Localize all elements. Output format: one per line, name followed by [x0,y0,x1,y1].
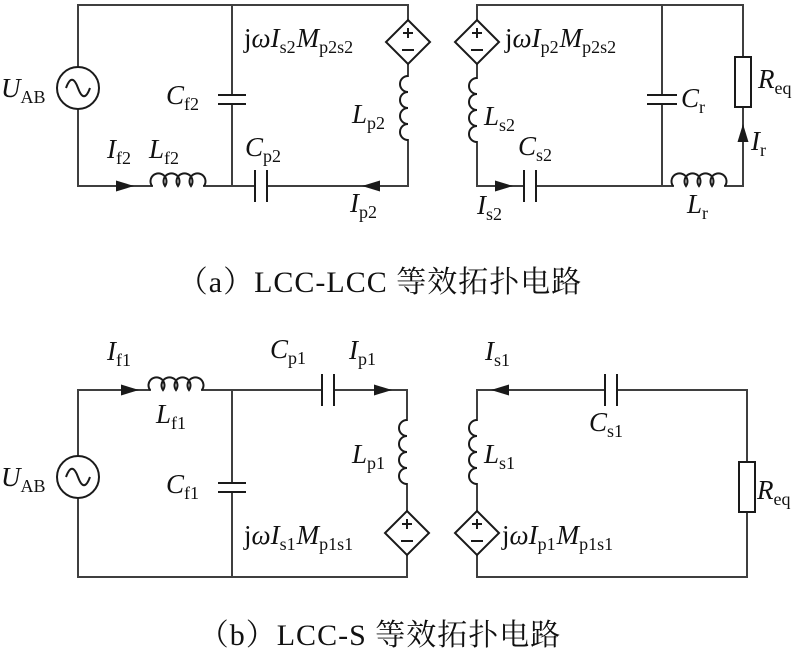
inductor-lf2-symbol [151,173,206,186]
label-c-s2: $C_{s2}$ [518,131,553,165]
label-i-p1: $I_{p1}$ [349,335,376,369]
inductor-lf1-symbol [149,377,204,390]
label-l-f1: $L_{f1}$ [156,399,187,433]
label-u-ab-b: $U_{AB}$ [1,462,46,496]
label-i-p2: $I_{p2}$ [350,188,377,222]
current-arrow-ip1 [374,385,392,396]
label-c-p2: $C_{p2}$ [245,132,282,166]
label-source-a-primary: $j\omega I_{s2}M_{p2s2}$ [244,23,354,57]
label-c-r: $C_r$ [681,83,706,117]
current-arrow-if2 [116,181,134,192]
label-c-f1: $C_{f1}$ [166,469,200,503]
label-i-r: $I_r$ [751,126,766,160]
label-source-b-secondary: $j\omega I_{p1}M_{p1s1}$ [502,520,614,554]
capacitor-cr-symbol [647,95,677,104]
label-l-r: $L_r$ [687,189,709,223]
label-c-p1: $C_{p1}$ [270,334,307,368]
capacitor-cs2-symbol [524,170,536,202]
label-i-s1: $I_{s1}$ [485,336,511,370]
resistor-req-a-symbol [735,57,751,107]
dependent-source-a-primary-symbol [386,20,430,64]
label-c-s1: $C_{s1}$ [589,407,624,441]
circuit-a [57,5,751,202]
capacitor-cp1-symbol [322,374,334,406]
capacitor-cf2-symbol [218,95,246,104]
inductor-lp1-symbol [399,420,407,484]
label-i-f2: $I_{f2}$ [107,134,131,168]
capacitor-cs1-symbol [605,374,617,406]
label-source-a-secondary: $j\omega I_{p2}M_{p2s2}$ [505,23,617,57]
label-i-f1: $I_{f1}$ [107,336,131,370]
capacitor-cp2-symbol [255,170,267,202]
inductor-ls2-symbol [469,78,477,142]
dependent-source-a-secondary-symbol [455,20,499,64]
caption-b: （b）LCC-S 等效拓扑电路 [198,619,562,652]
label-l-p1: $L_{p1}$ [352,439,386,473]
label-l-f2: $L_{f2}$ [149,134,180,168]
resistor-req-b-symbol [739,462,755,512]
current-arrow-is1 [491,385,509,396]
dependent-source-b-secondary-symbol [455,511,499,555]
label-u-ab-a: $U_{AB}$ [1,73,46,107]
label-i-s2: $I_{s2}$ [477,190,503,224]
label-source-b-primary: $j\omega I_{s1}M_{p1s1}$ [244,520,354,554]
caption-a: （a）LCC-LCC 等效拓扑电路 [177,266,583,299]
label-r-eq-a: $R_{eq}$ [758,64,792,98]
current-arrow-ir [738,124,749,142]
current-arrow-if1 [121,385,139,396]
inductor-ls1-symbol [469,420,477,484]
label-c-f2: $C_{f2}$ [166,80,200,114]
label-l-p2: $L_{p2}$ [352,99,386,133]
dependent-source-b-primary-symbol [385,511,429,555]
label-l-s1: $L_{s1}$ [484,439,516,473]
inductor-lr-symbol [672,173,727,186]
label-l-s2: $L_{s2}$ [484,101,516,135]
current-arrow-is2 [495,181,513,192]
capacitor-cf1-symbol [218,483,246,492]
inductor-lp2-symbol [400,76,408,140]
label-r-eq-b: $R_{eq}$ [757,475,791,509]
